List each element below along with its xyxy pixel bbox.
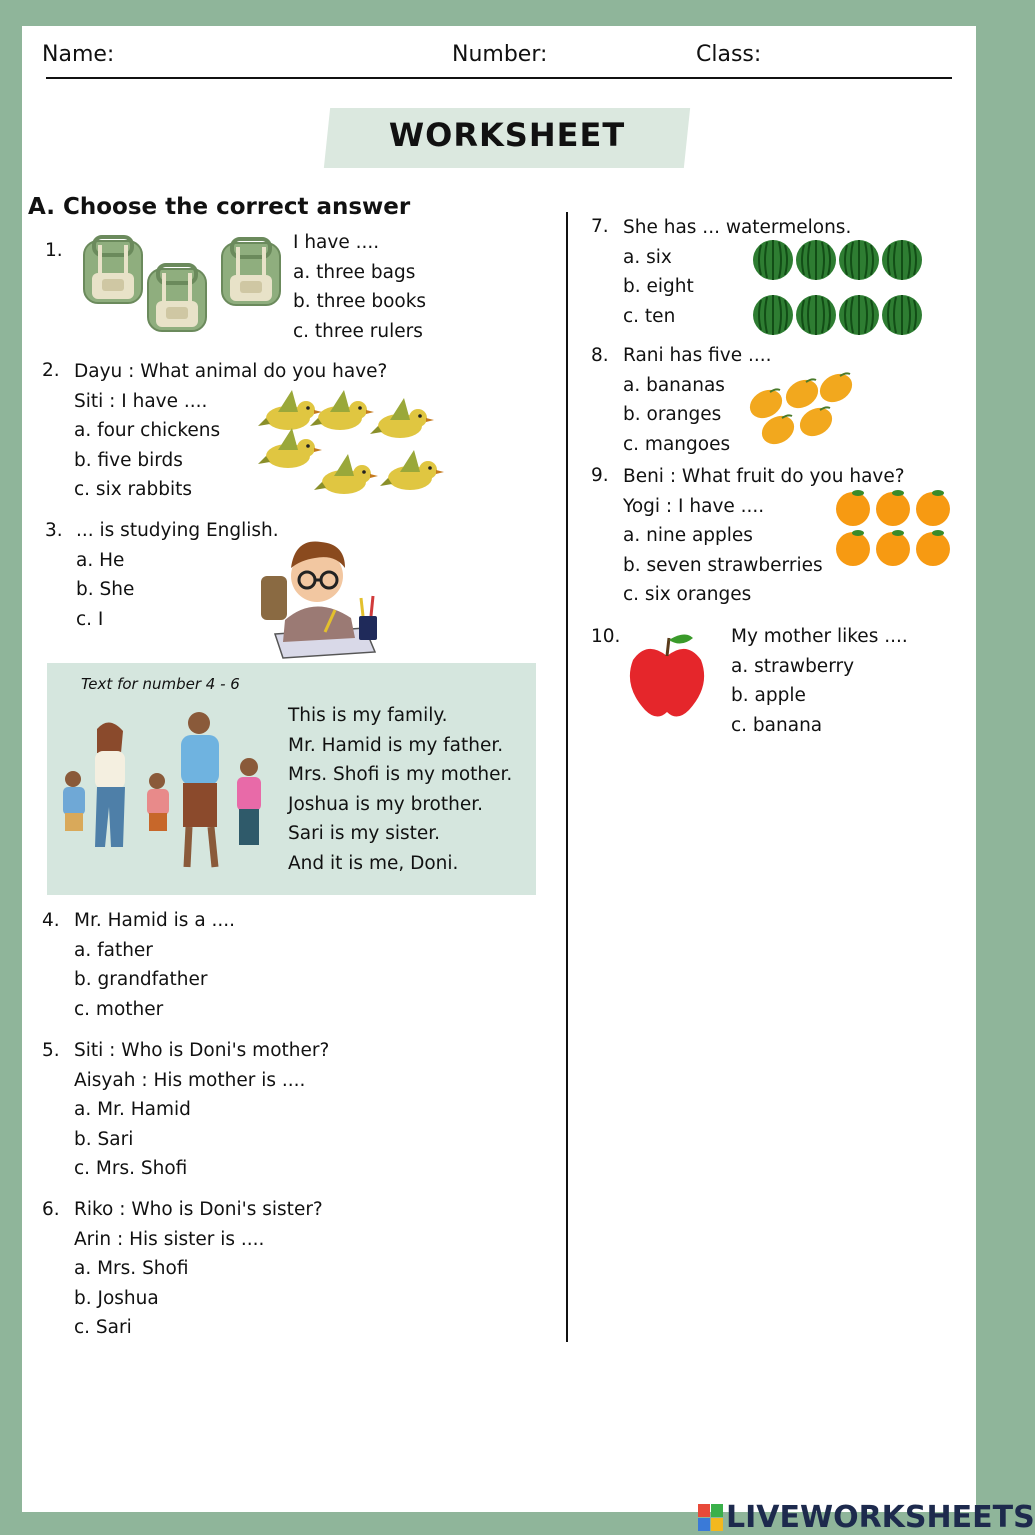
question-5-stem: Siti : Who is Doni's mother?: [74, 1040, 330, 1061]
question-10-option-c[interactable]: c. banana: [731, 714, 823, 736]
question-2-number: 2.: [42, 360, 60, 381]
class-label: Class:: [696, 42, 762, 67]
question-10-stem: My mother likes ....: [731, 626, 908, 647]
question-8-number: 8.: [591, 345, 609, 366]
family-text-box: [47, 663, 536, 895]
studying-boy-icon: [255, 524, 385, 660]
question-2-option-c[interactable]: c. six rabbits: [74, 479, 193, 501]
question-4-option-b[interactable]: b. grandfather: [74, 969, 208, 991]
birds-icon: [258, 390, 448, 510]
question-5-number: 5.: [42, 1040, 60, 1061]
question-4-option-c[interactable]: c. mother: [74, 998, 164, 1020]
question-9-stem: Beni : What fruit do you have?: [623, 466, 905, 487]
question-2-option-b[interactable]: b. five birds: [74, 449, 183, 471]
family-illustration: [59, 707, 274, 875]
story-line-2: Mr. Hamid is my father.: [288, 734, 504, 756]
text-box-label: Text for number 4 - 6: [81, 675, 240, 693]
question-8-option-c[interactable]: c. mangoes: [623, 433, 731, 455]
watermelons-icon: [752, 238, 924, 340]
story-line-6: And it is me, Doni.: [288, 852, 459, 874]
question-5-stem-2: Aisyah : His mother is ....: [74, 1069, 306, 1091]
question-1-stem: I have ....: [293, 232, 380, 253]
story-line-3: Mrs. Shofi is my mother.: [288, 764, 513, 786]
question-4-number: 4.: [42, 910, 60, 931]
question-7-stem: She has ... watermelons.: [623, 217, 852, 238]
question-2-stem: Dayu : What animal do you have?: [74, 361, 388, 382]
question-8-stem: Rani has five ....: [623, 345, 772, 366]
question-1-option-a[interactable]: a. three bags: [293, 261, 416, 283]
question-10-option-b[interactable]: b. apple: [731, 685, 806, 707]
question-6-number: 6.: [42, 1199, 60, 1220]
question-2-option-a[interactable]: a. four chickens: [74, 420, 221, 442]
question-3-option-b[interactable]: b. She: [76, 579, 135, 601]
question-1-option-b[interactable]: b. three books: [293, 291, 427, 313]
question-6: [74, 1195, 323, 1343]
oranges-icon: [834, 488, 956, 568]
question-9-option-a[interactable]: a. nine apples: [623, 525, 753, 547]
question-4-stem: Mr. Hamid is a ....: [74, 910, 236, 931]
question-3: [76, 516, 279, 634]
question-2-stem-2: Siti : I have ....: [74, 390, 208, 412]
question-5-option-c[interactable]: c. Mrs. Shofi: [74, 1158, 188, 1180]
question-7-number: 7.: [591, 216, 609, 237]
question-5: [74, 1036, 329, 1184]
question-4: [74, 906, 235, 1024]
story-line-1: This is my family.: [288, 705, 448, 726]
mangoes-icon: [748, 370, 862, 450]
question-3-stem: ... is studying English.: [76, 520, 279, 541]
question-6-option-a[interactable]: a. Mrs. Shofi: [74, 1258, 189, 1280]
question-5-option-a[interactable]: a. Mr. Hamid: [74, 1099, 191, 1121]
worksheet-page: [22, 26, 976, 1512]
question-5-option-b[interactable]: b. Sari: [74, 1128, 134, 1150]
question-8-option-b[interactable]: b. oranges: [623, 404, 722, 426]
question-4-option-a[interactable]: a. father: [74, 939, 153, 961]
question-3-number: 3.: [45, 520, 63, 541]
question-6-option-c[interactable]: c. Sari: [74, 1317, 132, 1339]
question-1: [293, 228, 426, 346]
question-3-option-a[interactable]: a. He: [76, 549, 125, 571]
question-3-option-c[interactable]: c. I: [76, 608, 104, 630]
family-story: [288, 701, 512, 879]
liveworksheets-logo-icon: [698, 1504, 724, 1532]
section-heading: A. Choose the correct answer: [28, 194, 411, 220]
page-title: WORKSHEET: [388, 116, 626, 154]
question-10-option-a[interactable]: a. strawberry: [731, 655, 855, 677]
question-10: [731, 622, 908, 740]
question-9-option-c[interactable]: c. six oranges: [623, 584, 752, 606]
story-line-4: Joshua is my brother.: [288, 793, 483, 815]
column-divider: [566, 212, 568, 1342]
number-label: Number:: [452, 42, 548, 67]
liveworksheets-watermark: [698, 1500, 1035, 1535]
story-line-5: Sari is my sister.: [288, 823, 441, 845]
header-line: [46, 77, 952, 79]
question-9-number: 9.: [591, 465, 609, 486]
question-7-option-c[interactable]: c. ten: [623, 305, 676, 327]
question-7-option-b[interactable]: b. eight: [623, 276, 694, 298]
question-6-option-b[interactable]: b. Joshua: [74, 1287, 159, 1309]
name-label: Name:: [42, 42, 115, 67]
question-10-number: 10.: [591, 626, 621, 647]
question-9-stem-2: Yogi : I have ....: [623, 495, 765, 517]
apple-icon: [627, 630, 709, 720]
question-9-option-b[interactable]: b. seven strawberries: [623, 554, 823, 576]
backpacks-icon: [80, 233, 290, 333]
question-8-option-a[interactable]: a. bananas: [623, 374, 725, 396]
question-6-stem-2: Arin : His sister is ....: [74, 1228, 265, 1250]
watermark-text: LIVEWORKSHEETS: [726, 1500, 1035, 1535]
question-1-number: 1.: [45, 240, 63, 261]
question-6-stem: Riko : Who is Doni's sister?: [74, 1199, 323, 1220]
question-7-option-a[interactable]: a. six: [623, 246, 672, 268]
question-1-option-c[interactable]: c. three rulers: [293, 320, 423, 342]
